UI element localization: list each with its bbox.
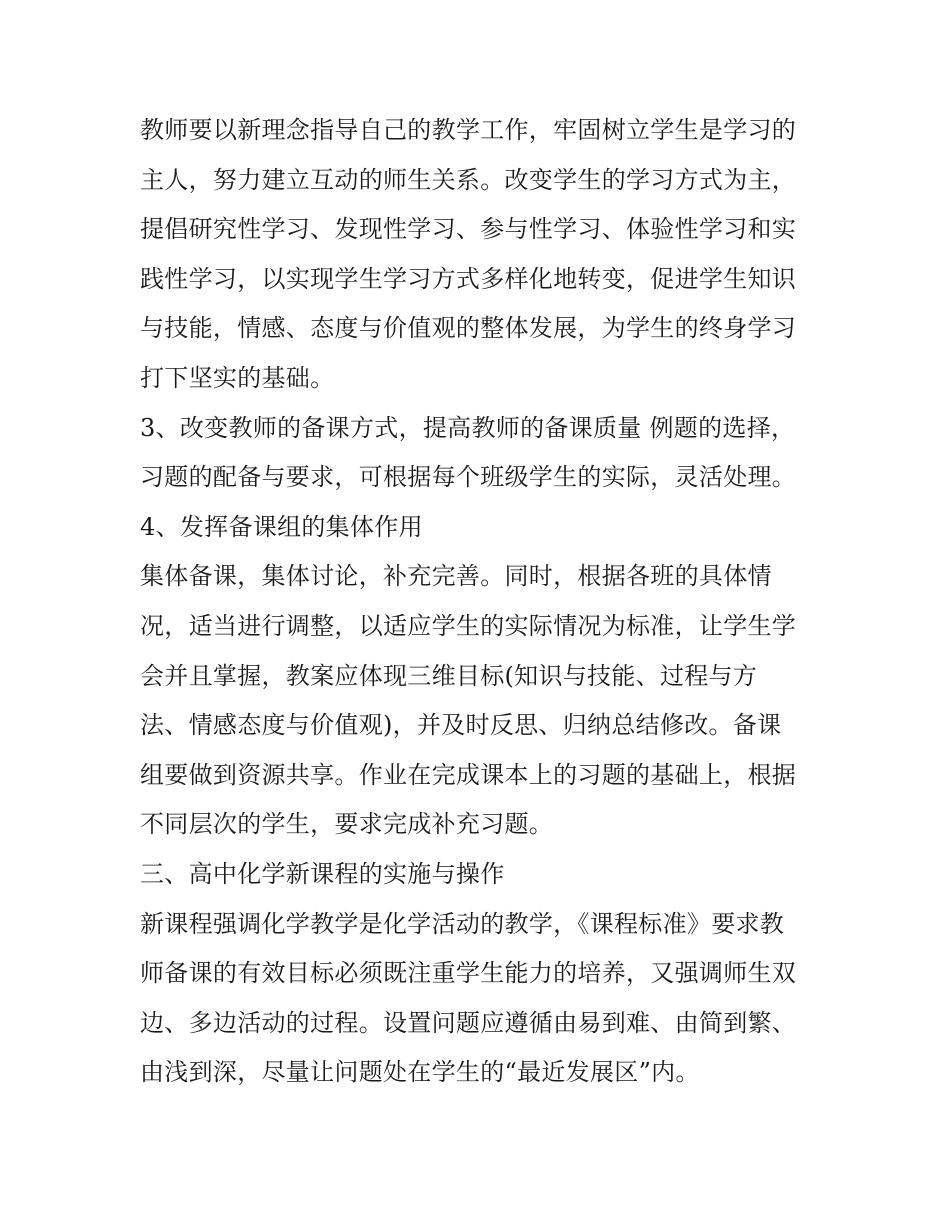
text-line: 会并且掌握，教案应体现三维目标(知识与技能、过程与方 (140, 661, 758, 690)
text-line: 教师要以新理念指导自己的教学工作，牢固树立学生是学习的 (140, 116, 797, 144)
text-line: 新课程强调化学教学是化学活动的教学，《课程标准》要求教 (140, 909, 785, 938)
text-line: 由浅到深，尽量让问题处在学生的“最近发展区”内。 (140, 1058, 700, 1087)
text-line: 主人，努力建立互动的师生关系。改变学生的学习方式为主， (140, 165, 797, 194)
section-item-4: 4、发挥备课组的集体作用 (140, 512, 423, 541)
text-line: 况，适当进行调整，以适应学生的实际情况为标准，让学生学 (140, 611, 797, 640)
text-line: 组要做到资源共享。作业在完成课本上的习题的基础上，根据 (140, 760, 797, 789)
text-line: 不同层次的学生，要求完成补充习题。 (140, 810, 554, 839)
text-line: 与技能，情感、态度与价值观的整体发展，为学生的终身学习 (140, 314, 797, 343)
text-line: 集体备课，集体讨论，补充完善。同时，根据各班的具体情 (140, 562, 772, 591)
text-line: 师备课的有效目标必须既注重学生能力的培养，又强调师生双 (140, 959, 797, 988)
text-line: 法、情感态度与价值观)，并及时反思、归纳总结修改。备课 (140, 711, 782, 740)
text-line: 习题的配备与要求，可根据每个班级学生的实际，灵活处理。 (140, 463, 797, 492)
body-text (140, 106, 820, 1098)
text-line: 打下坚实的基础。 (140, 363, 335, 392)
section-item-3: 3、改变教师的备课方式，提高教师的备课质量 例题的选择， (140, 413, 796, 442)
text-line: 提倡研究性学习、发现性学习、参与性学习、体验性学习和实 (140, 215, 797, 244)
text-line: 践性学习，以实现学生学习方式多样化地转变，促进学生知识 (140, 264, 797, 293)
section-heading-3: 三、高中化学新课程的实施与操作 (140, 859, 505, 888)
text-line: 边、多边活动的过程。设置问题应遵循由易到难、由简到繁、 (140, 1008, 797, 1037)
